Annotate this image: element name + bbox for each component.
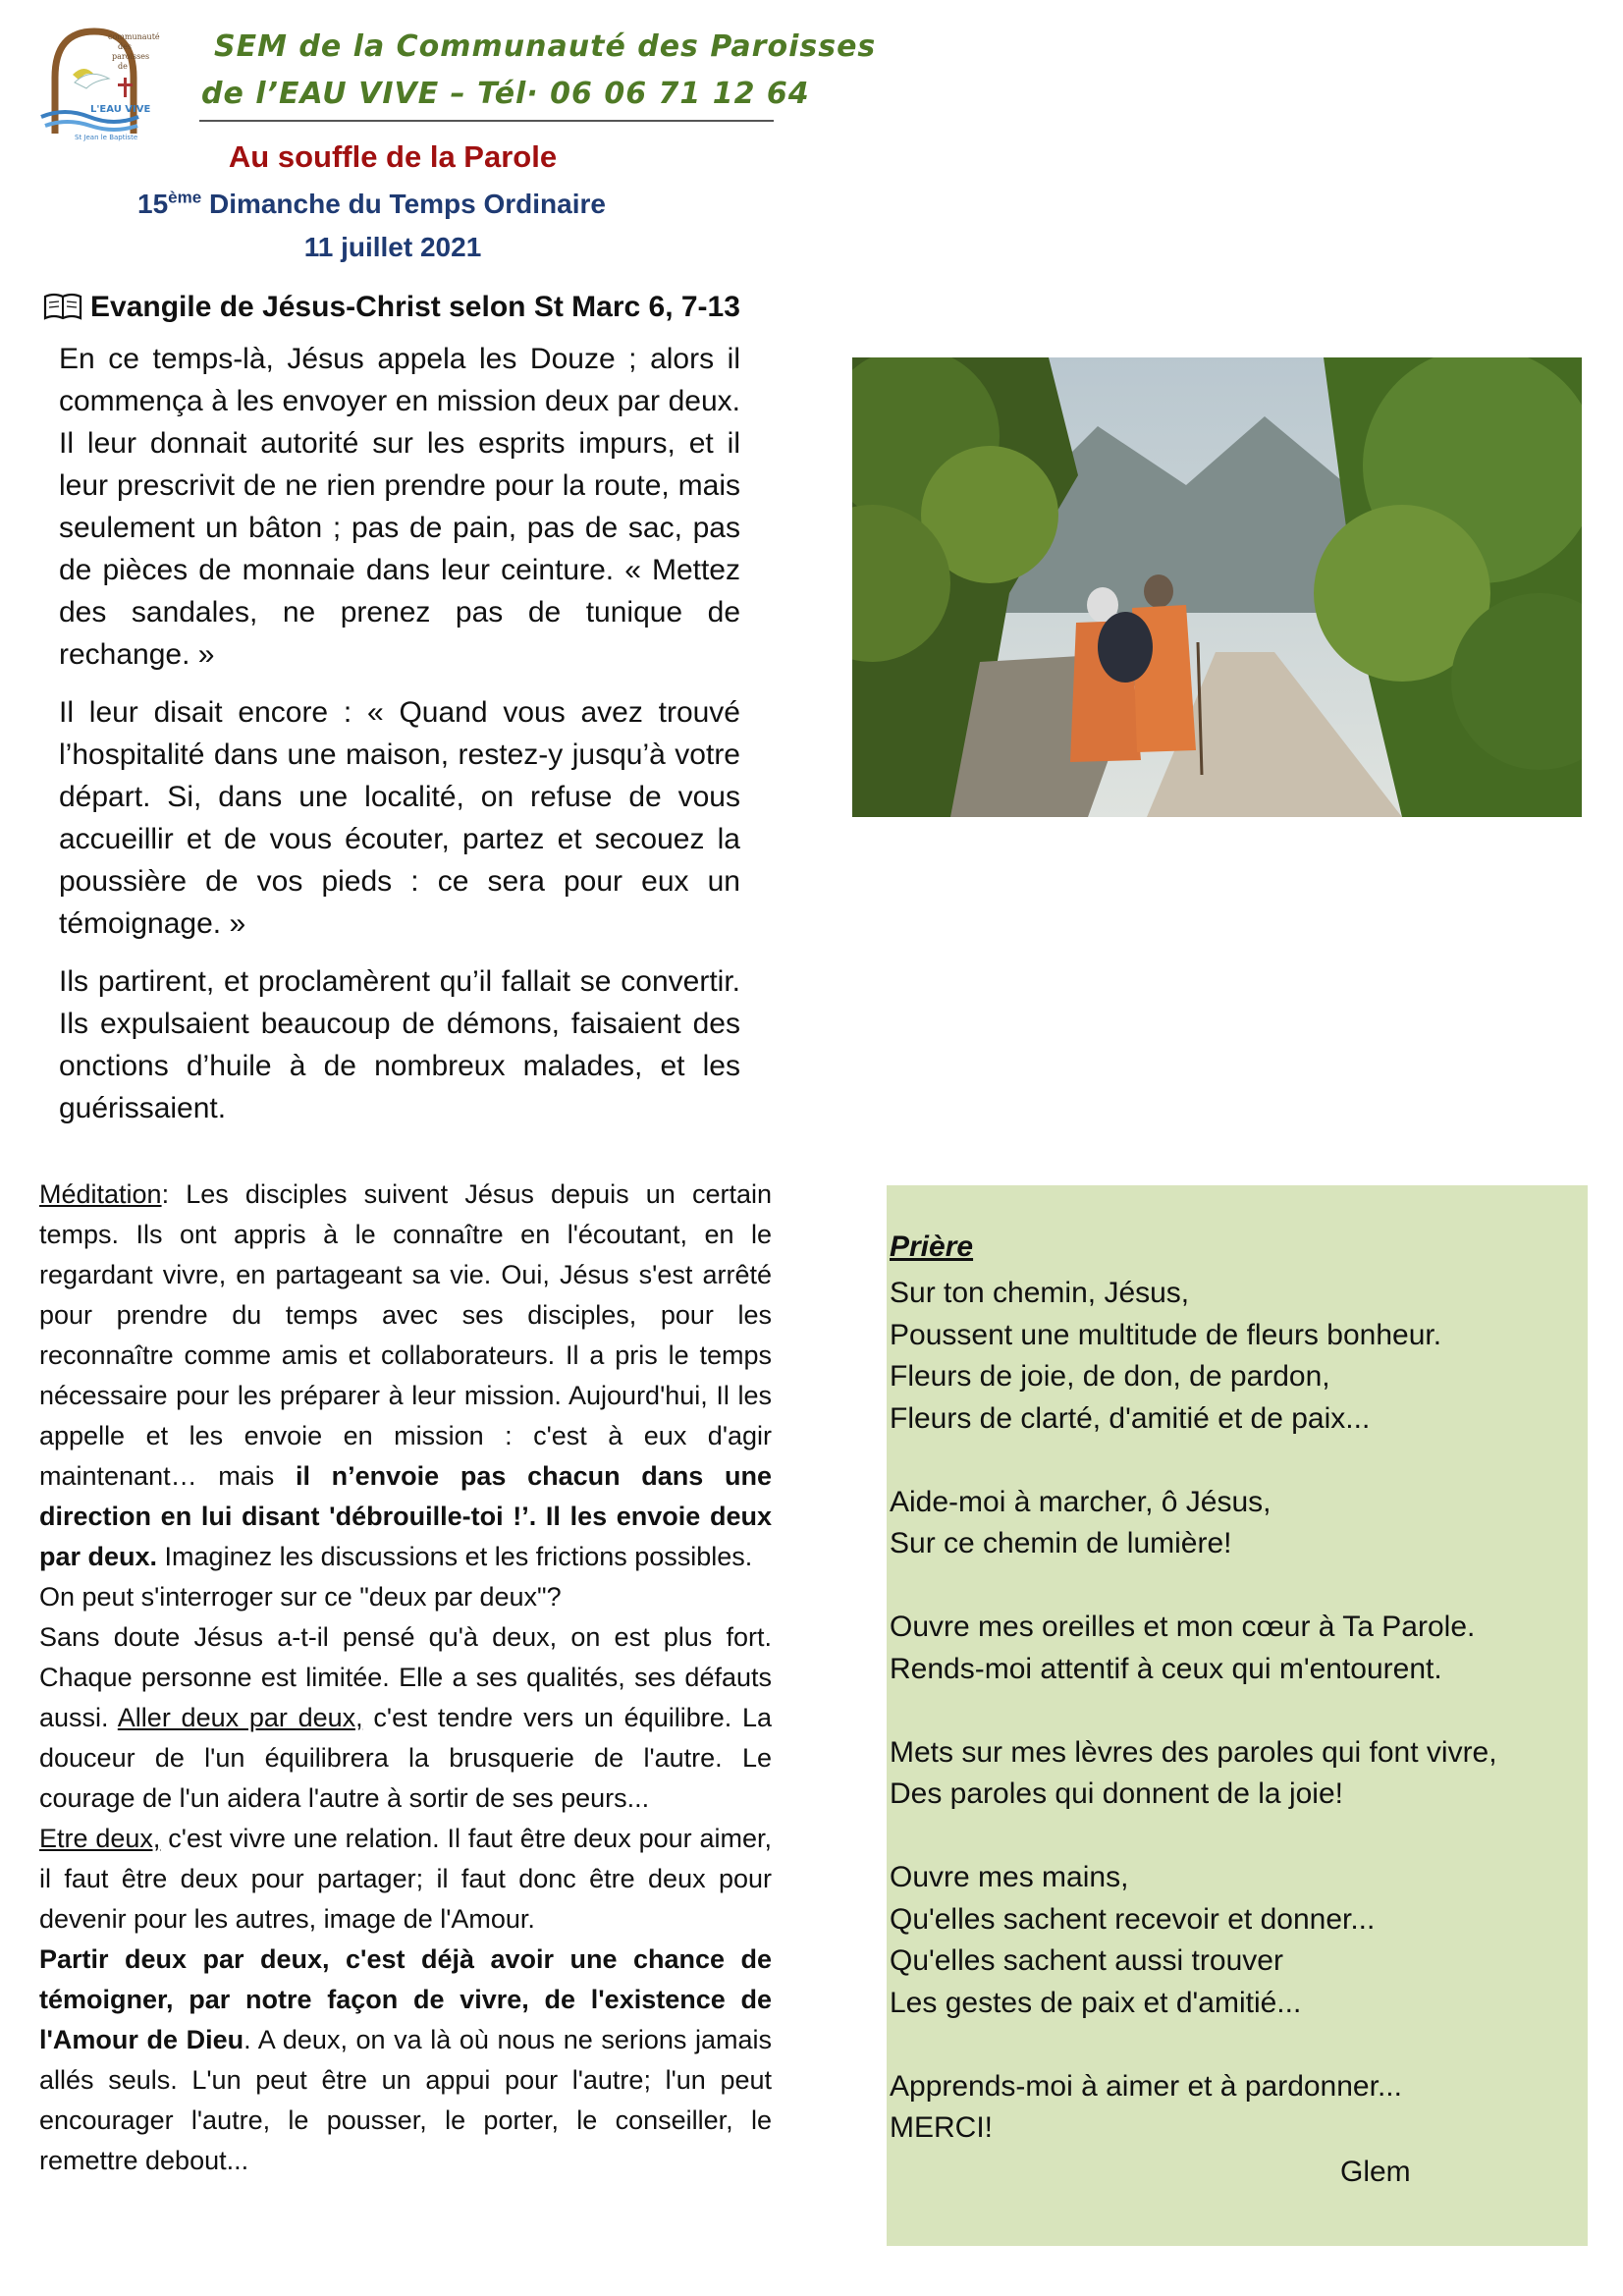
prayer-line <box>890 1816 1497 1858</box>
logo-text: L'EAU VIVE <box>90 104 151 115</box>
gospel-heading-text: Evangile de Jésus-Christ selon St Marc 6, 7-13 <box>90 291 740 323</box>
prayer-line: Poussent une multitude de fleurs bonheur. <box>890 1318 1442 1351</box>
logo-text: de <box>118 62 128 71</box>
meditation-label: Méditation <box>39 1179 162 1209</box>
sunday-name: Dimanche du Temps Ordinaire <box>201 189 606 219</box>
prayer-line: Ouvre mes mains, <box>890 1861 1129 1893</box>
pilgrims-walking-photo <box>852 357 1582 817</box>
meditation-text-run: : Les disciples suivent Jésus depuis un certain temps. Ils ont appris à le connaître en l'écoutant, en le regardant vivre, en partageant sa vie. Oui, Jésus s'est arrêté pour prendre du temps avec ses disciples, pour les reconnaître comme amis et collaborateurs. Il a pris le temps nécessaire pour les préparer à leur mission. Aujourd'hui, Il les appelle et les envoie en mission : c'est à eux d'agir maintenant… mais <box>39 1179 772 1491</box>
meditation-paragraph <box>39 1819 772 1940</box>
meditation-text-run: c'est vivre une relation. Il faut être deux pour aimer, il faut être deux pour partager; il faut donc être deux pour devenir pour les autres, image de l'Amour. <box>39 1824 772 1934</box>
gospel-heading <box>43 291 740 324</box>
prayer-line <box>890 1565 1497 1608</box>
meditation-paragraph <box>39 1617 772 1819</box>
parish-logo <box>35 24 202 141</box>
meditation-underlined-run: Aller deux par deux, <box>117 1703 363 1732</box>
meditation-text <box>39 1175 772 2181</box>
prayer-line: Des paroles qui donnent de la joie! <box>890 1777 1343 1810</box>
header-parish-name: SEM de la Communauté des Paroisses <box>214 29 877 64</box>
prayer-line: Fleurs de joie, de don, de pardon, <box>890 1360 1330 1393</box>
prayer-line: Fleurs de clarté, d'amitié et de paix... <box>890 1401 1371 1435</box>
meditation-paragraph: On peut s'interroger sur ce "deux par deux"? <box>39 1582 562 1612</box>
prayer-title: Prière <box>890 1230 974 1263</box>
date: 11 juillet 2021 <box>303 232 482 262</box>
gospel-paragraph: Il leur disait encore : « Quand vous avez trouvé l’hospitalité dans une maison, restez-y jusqu’à votre départ. Si, dans une localité, on refuse de vous accueillir et de vous écouter, partez et secouez la poussière de vos pieds : ce sera pour eux un témoignage. » <box>59 696 740 940</box>
logo-text: paroisses <box>112 52 150 61</box>
open-book-icon <box>43 293 82 322</box>
logo-text: communauté <box>108 32 160 41</box>
meditation-bold-run: Partir deux par deux, c'est déjà avoir une chance de témoigner, par notre façon de vivre, de l'existence de l'Amour de Dieu <box>39 1944 772 2054</box>
prayer-line: Les gestes de paix et d'amitié... <box>890 1986 1302 2019</box>
header-phone: de l’EAU VIVE – Tél· 06 06 71 12 64 <box>201 77 810 111</box>
meditation-text-run: Imaginez les discussions et les frictions possibles. <box>157 1542 753 1571</box>
meditation-text-run: c'est tendre vers un équilibre. La douceur de l'un équilibrera la brusquerie de l'autre. Le courage de l'un aidera l'autre à sortir de ses peurs... <box>39 1703 773 1813</box>
meditation-text-run: Sans doute Jésus a-t-il pensé qu'à deux, on est plus fort. Chaque personne est limitée. Elle a ses qualités, ses défauts aussi. <box>39 1622 772 1732</box>
meditation-underlined-run: Etre deux, <box>39 1824 161 1853</box>
prayer-line <box>890 1440 1497 1482</box>
prayer-line: Mets sur mes lèvres des paroles qui font vivre, <box>890 1735 1497 1769</box>
logo-text: St Jean le Baptiste <box>75 134 138 141</box>
prayer-text <box>890 1273 1497 2150</box>
prayer-line: Apprends-moi à aimer et à pardonner... <box>890 2069 1402 2103</box>
prayer-line: Sur ton chemin, Jésus, <box>890 1277 1190 1309</box>
meditation-bold-run: il n’envoie pas chacun dans une direction en lui disant 'débrouille-toi !’. Il les envoie deux par deux. <box>39 1461 772 1571</box>
prayer-line: Qu'elles sachent aussi trouver <box>890 1944 1283 1977</box>
logo-text: des <box>118 42 132 51</box>
meditation-paragraph <box>39 1940 772 2181</box>
prayer-author: Glem <box>1340 2156 1411 2188</box>
prayer-line <box>890 2024 1497 2066</box>
meditation-text-run: . A deux, on va là où nous ne serions jamais allés seuls. L'un peut être un appui pour l'autre; l'un peut encourager l'autre, le pousser, le porter, le conseiller, le remettre debout... <box>39 2025 772 2175</box>
prayer-line: Sur ce chemin de lumière! <box>890 1527 1232 1559</box>
sunday-subtitle <box>137 189 606 220</box>
prayer-line: MERCI! <box>890 2111 993 2144</box>
gospel-paragraph: Ils partirent, et proclamèrent qu’il fallait se convertir. Ils expulsaient beaucoup de démons, faisaient des onctions d’huile à de nombreux malades, et les guérissaient. <box>59 965 740 1124</box>
page-title: Au souffle de la Parole <box>228 139 558 174</box>
prayer-line: Qu'elles sachent recevoir et donner... <box>890 1902 1376 1936</box>
gospel-text <box>59 338 740 1145</box>
sunday-number: 15 <box>137 189 169 219</box>
prayer-line: Rends-moi attentif à ceux qui m'entourent. <box>890 1652 1442 1685</box>
prayer-line: Aide-moi à marcher, ô Jésus, <box>890 1485 1271 1518</box>
prayer-line <box>890 1690 1497 1732</box>
sunday-ordinal-suffix: ème <box>168 188 202 207</box>
header-divider <box>199 120 774 122</box>
gospel-paragraph: En ce temps-là, Jésus appela les Douze ; alors il commença à les envoyer en mission deux par deux. Il leur donnait autorité sur les esprits impurs, et il leur prescrivit de ne rien prendre pour la route, mais seulement un bâton ; pas de pain, pas de sac, pas de pièces de monnaie dans leur ceinture. « Mettez des sandales, ne prenez pas de tunique de rechange. » <box>59 343 740 671</box>
prayer-line: Ouvre mes oreilles et mon cœur à Ta Parole. <box>890 1611 1476 1643</box>
meditation-paragraph <box>39 1175 772 1577</box>
